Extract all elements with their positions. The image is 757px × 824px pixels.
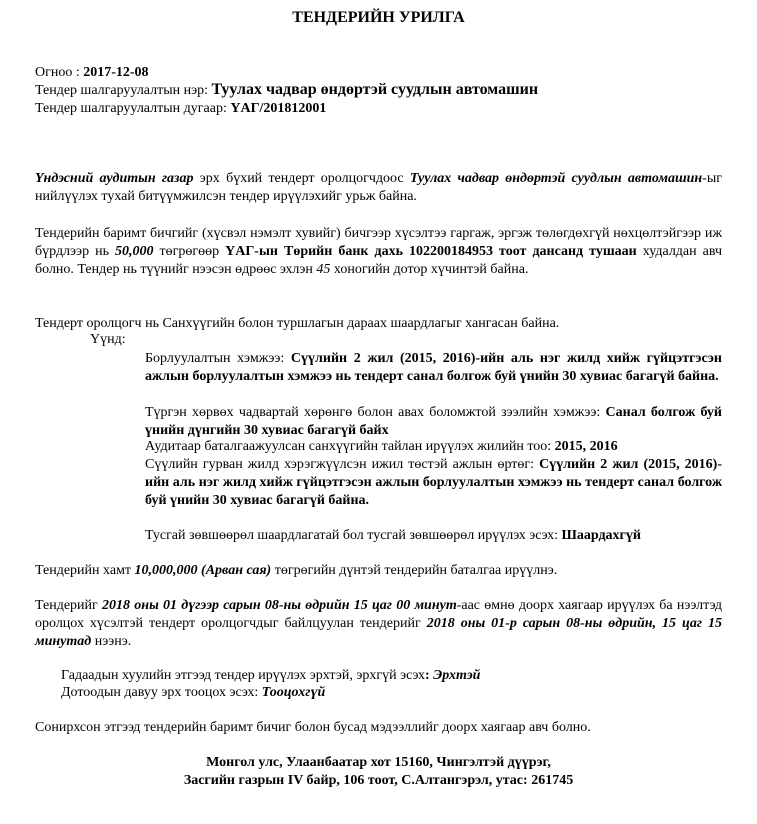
guarantee-line <box>35 562 722 580</box>
address-line-1: Монгол улс, Улаанбаатар хот 15160, Чингэлтэй дүүрэг, <box>206 755 551 770</box>
req-liquidity-value: Санал болгож буй үнийн дүнгийн 30 хувиас багагүй байх <box>145 405 722 438</box>
docs-text-4: худалдан авч болно. Тендер нь түүнийг нээсэн өдрөөс эхлэн <box>35 244 722 277</box>
domestic-value: Тооцохгүй <box>261 685 326 700</box>
tender-number-value: ҮАГ/201812001 <box>230 101 327 116</box>
docs-text-3: төгрөгөөр <box>153 244 226 259</box>
intro-text-1: эрх бүхий тендерт оролцогчдоос <box>193 171 410 186</box>
intro-item: Туулах чадвар өндөртэй суудлын автомашин <box>409 171 703 186</box>
eligibility-sub: Үүнд: <box>90 332 126 347</box>
eligibility-text: Тендерт оролцогч нь Санхүүгийн болон туршлагын дараах шаардлагыг хангасан байна. <box>35 316 560 331</box>
docs-text-1: Тендерийн баримт бичгийг (хүсвэл нэмэлт хувийг <box>35 226 337 241</box>
req-sales-value: Сүүлийн 2 жил (2015, 2016)-ийн аль нэг жилд хийж гүйцэтгэсэн ажлын борлуулалтын хэмжээ нь тендерт санал болгож буй үнийн 30 хувиас багагүй байна. <box>145 351 722 384</box>
tender-number-label: Тендер шалгаруулалтын дугаар: <box>35 101 231 116</box>
requirement-license <box>145 527 722 545</box>
docs-text-2: ) бичгээр хүсэлтээ гаргаж, эргэж төлөгдөхгүй нөхцөлтэйгээр иж бүрдлээр нь <box>35 226 722 259</box>
tender-name-line <box>35 81 722 100</box>
tender-name-label: Тендер шалгаруулалтын нэр: <box>35 83 212 98</box>
req-license-label: Тусгай зөвшөөрөл шаардлагатай бол тусгай зөвшөөрөл ирүүлэх эсэх: <box>145 528 562 543</box>
document-title: ТЕНДЕРИЙН УРИЛГА <box>292 9 465 26</box>
req-audit-value: 2015, 2016 <box>554 439 618 454</box>
req-audit-label: Аудитаар баталгаажуулсан санхүүгийн тайлан ирүүлэх жилийн тоо: <box>145 439 555 454</box>
guarantee-text-2: төгрөгийн дүнтэй тендерийн баталгаа ирүүлнэ. <box>271 563 558 578</box>
submission-paragraph <box>35 597 722 651</box>
date-value: 2017-12-08 <box>83 65 149 80</box>
submission-text-2: -аас өмнө доорх хаягаар ирүүлэх ба нээлтэд оролцох хүсэлтэй тендерт оролцогчдыг байлцуулан тендерийг <box>35 598 723 631</box>
submission-text-1: Тендерийг <box>35 598 103 613</box>
intro-paragraph <box>35 170 722 206</box>
foreign-label: Гадаадын хуулийн этгээд тендер ирүүлэх эрхтэй, эрхгүй эсэх <box>61 668 425 683</box>
requirement-sales <box>145 350 722 386</box>
intro-org: Үндэсний аудитын газар <box>35 171 194 186</box>
foreign-colon: : <box>424 668 434 683</box>
foreign-value: Эрхтэй <box>433 668 481 683</box>
requirement-audit <box>145 438 722 456</box>
req-sales-label: Борлуулалтын хэмжээ: <box>145 351 291 366</box>
req-license-value: Шаардахгүй <box>561 528 641 543</box>
docs-fee: 50,000 <box>115 244 154 259</box>
docs-days: 45 <box>316 262 331 277</box>
docs-text-5: хоногийн дотор хүчинтэй байна. <box>330 262 529 277</box>
submission-opening: 2018 оны 01-р сарын 08-ны өдрийн, 15 цаг 15 минутад <box>35 616 722 649</box>
submission-deadline: 2018 оны 01 дүгээр сарын 08-ны өдрийн 15 цаг 00 минут <box>102 598 457 613</box>
address-line-2: Засгийн газрын IV байр, 106 тоот, С.Алтангэрэл, утас: 261745 <box>183 773 574 788</box>
date-label: Огноо : <box>35 65 84 80</box>
req-liquidity-label: Түргэн хөрвөх чадвартай хөрөнгө болон авах боломжтой зээлийн хэмжээ: <box>145 405 606 420</box>
date-line <box>35 64 722 82</box>
tender-name-value: Туулах чадвар өндөртэй суудлын автомашин <box>211 81 539 98</box>
tender-number-line <box>35 100 722 118</box>
submission-text-3: нээнэ. <box>91 634 132 649</box>
domestic-preference-line <box>61 684 721 702</box>
docs-account: ҮАГ-ын Төрийн банк дахь 102200184953 тоот дансанд тушаан <box>225 244 637 259</box>
domestic-label: Дотоодын давуу эрх тооцох эсэх: <box>61 685 262 700</box>
requirement-liquidity <box>145 404 722 440</box>
guarantee-text-1: Тендерийн хамт <box>35 563 135 578</box>
requirement-experience <box>145 456 722 510</box>
info-line: Сонирхсон этгээд тендерийн баримт бичиг болон бусад мэдээллийг доорх хаягаар авч болно. <box>35 720 591 735</box>
guarantee-amount: 10,000,000 (Арван сая) <box>134 563 272 578</box>
req-experience-value: Сүүлийн 2 жил (2015, 2016)-ийн аль нэг жилд хийж гүйцэтгэсэн ажлын борлуулалтын хэмжээ нь тендерт санал болгож буй үнийн 30 хувиас багагүй байна. <box>145 457 722 508</box>
req-experience-label: Сүүлийн гурван жилд хэрэгжүүлсэн ижил төстэй ажлын өртөг: <box>145 457 540 472</box>
foreign-entity-line <box>61 667 721 685</box>
intro-text-2: -ыг нийлүүлэх тухай битүүмжилсэн тендер ирүүлэхийг урьж байна. <box>35 171 722 204</box>
documents-paragraph <box>35 225 722 279</box>
